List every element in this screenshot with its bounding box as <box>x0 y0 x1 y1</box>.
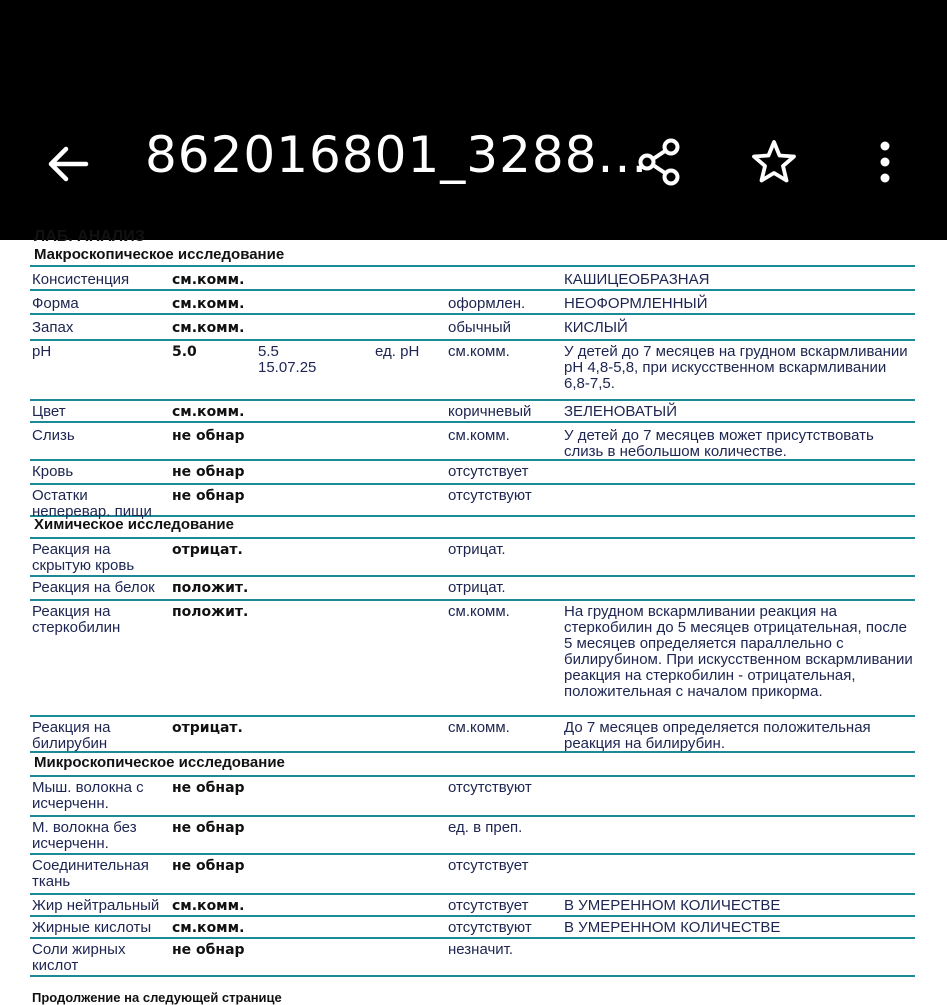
arrow-left-icon <box>46 142 90 186</box>
share-icon <box>635 137 685 187</box>
table-row <box>30 939 915 977</box>
cut-heading: ЛАБ. АНАЛИЗ <box>34 228 145 245</box>
table-row <box>30 777 915 817</box>
reference-value: обычный <box>448 319 511 336</box>
test-name: Цвет <box>32 403 66 420</box>
test-name: Мыш. волокна с исчерченн. <box>32 779 144 812</box>
star-icon <box>750 138 798 186</box>
table-row <box>30 577 915 601</box>
section-header <box>30 753 915 777</box>
table-row <box>30 269 915 291</box>
title-bar <box>0 108 947 218</box>
result-value: см.комм. <box>172 404 245 420</box>
reference-value: см.комм. <box>448 719 510 736</box>
result-value: см.комм. <box>172 272 245 288</box>
reference-value: отсутствует <box>448 857 529 874</box>
reference-value: отсутствует <box>448 463 529 480</box>
test-name: Жирные кислоты <box>32 919 152 936</box>
result-value: см.комм. <box>172 296 245 312</box>
more-options-button[interactable] <box>860 132 910 192</box>
reference-value: отсутствуют <box>448 919 532 936</box>
table-row <box>30 425 915 461</box>
comment: У детей до 7 месяцев на грудном вскармливании pH 4,8-5,8, при искусственном вскармливании 6,8-7,5. <box>564 343 908 392</box>
result-value: см.комм. <box>172 920 245 936</box>
more-vert-icon <box>875 138 895 186</box>
comment: ЗЕЛЕНОВАТЫЙ <box>564 403 677 420</box>
result-value: не обнар <box>172 942 245 958</box>
comment: КИСЛЫЙ <box>564 319 628 336</box>
reference-value: отсутствует <box>448 897 529 914</box>
test-name: Запах <box>32 319 74 336</box>
result-value: не обнар <box>172 780 245 796</box>
result-value: отрицат. <box>172 542 243 558</box>
test-name: Реакция на скрытую кровь <box>32 541 135 574</box>
result-value: отрицат. <box>172 720 243 736</box>
table-row <box>30 401 915 423</box>
result-value: не обнар <box>172 488 245 504</box>
comment: До 7 месяцев определяется положительная реакция на билирубин. <box>564 719 871 752</box>
reference-value: незначит. <box>448 941 514 958</box>
document-page <box>0 228 947 1005</box>
table-row <box>30 485 915 520</box>
app-bar <box>0 0 947 240</box>
table-row <box>30 817 915 855</box>
result-value: см.комм. <box>172 898 245 914</box>
test-name: Остатки неперевар. пищи <box>32 487 152 520</box>
reference-value: см.комм. <box>448 427 510 444</box>
test-name: Форма <box>32 295 79 312</box>
test-name: pH <box>32 343 52 360</box>
reference-value: отрицат. <box>448 579 506 596</box>
continuation-note: Продолжение на следующей странице <box>32 990 282 1005</box>
test-name: Слизь <box>32 427 75 444</box>
result-value: положит. <box>172 604 249 620</box>
reference-value: ед. в преп. <box>448 819 523 836</box>
reference-value: отсутствуют <box>448 779 532 796</box>
reference-value: отсутствуют <box>448 487 532 504</box>
reference-value: коричневый <box>448 403 532 420</box>
comment: В УМЕРЕННОМ КОЛИЧЕСТВЕ <box>564 897 781 914</box>
test-name: Реакция на билирубин <box>32 719 111 752</box>
back-button[interactable] <box>40 136 96 192</box>
comment: У детей до 7 месяцев может присутствовать слизь в небольшом количестве. <box>564 427 874 460</box>
share-button[interactable] <box>630 132 690 192</box>
document-title: 862016801_3288... <box>145 126 649 184</box>
test-name: Реакция на стеркобилин <box>32 603 121 636</box>
comment: НЕОФОРМЛЕННЫЙ <box>564 295 708 312</box>
test-name: Реакция на белок <box>32 579 155 596</box>
test-name: М. волокна без исчерченн. <box>32 819 137 852</box>
section-title: Химическое исследование <box>34 516 234 533</box>
table-row <box>30 293 915 315</box>
table-row <box>30 917 915 939</box>
comment: На грудном вскармливании реакция на стеркобилин до 5 месяцев отрицательная, после 5 месяцев определяется параллельно с билирубином. При искусственном вскармливании реакция на стеркобилин - отрицательная, положительная с началом прикорма. <box>564 603 913 700</box>
reference-value: см.комм. <box>448 343 510 360</box>
unit: ед. pH <box>375 343 420 360</box>
section-header <box>30 515 915 539</box>
result-value: положит. <box>172 580 249 596</box>
section-title: Микроскопическое исследование <box>34 754 285 771</box>
table-row <box>30 601 915 717</box>
table-row <box>30 717 915 753</box>
section-header <box>30 245 915 267</box>
table-row <box>30 895 915 917</box>
table-row <box>30 317 915 341</box>
comment: В УМЕРЕННОМ КОЛИЧЕСТВЕ <box>564 919 781 936</box>
test-name: Соединительная ткань <box>32 857 149 890</box>
test-name: Консистенция <box>32 271 130 288</box>
test-name: Жир нейтральный <box>32 897 160 914</box>
test-name: Кровь <box>32 463 74 480</box>
table-row <box>30 539 915 577</box>
result-value: 5.0 <box>172 344 197 360</box>
result-value: не обнар <box>172 464 245 480</box>
section-title: Макроскопическое исследование <box>34 246 285 263</box>
test-name: Соли жирных кислот <box>32 941 126 974</box>
table-row <box>30 461 915 485</box>
result-value: не обнар <box>172 820 245 836</box>
result-value: см.комм. <box>172 320 245 336</box>
table-row <box>30 341 915 401</box>
previous-result: 5.5 15.07.25 <box>258 343 317 376</box>
reference-value: см.комм. <box>448 603 510 620</box>
comment: КАШИЦЕОБРАЗНАЯ <box>564 271 710 288</box>
reference-value: отрицат. <box>448 541 506 558</box>
result-value: не обнар <box>172 858 245 874</box>
table-row <box>30 855 915 895</box>
result-value: не обнар <box>172 428 245 444</box>
reference-value: оформлен. <box>448 295 526 312</box>
favorite-button[interactable] <box>744 132 804 192</box>
